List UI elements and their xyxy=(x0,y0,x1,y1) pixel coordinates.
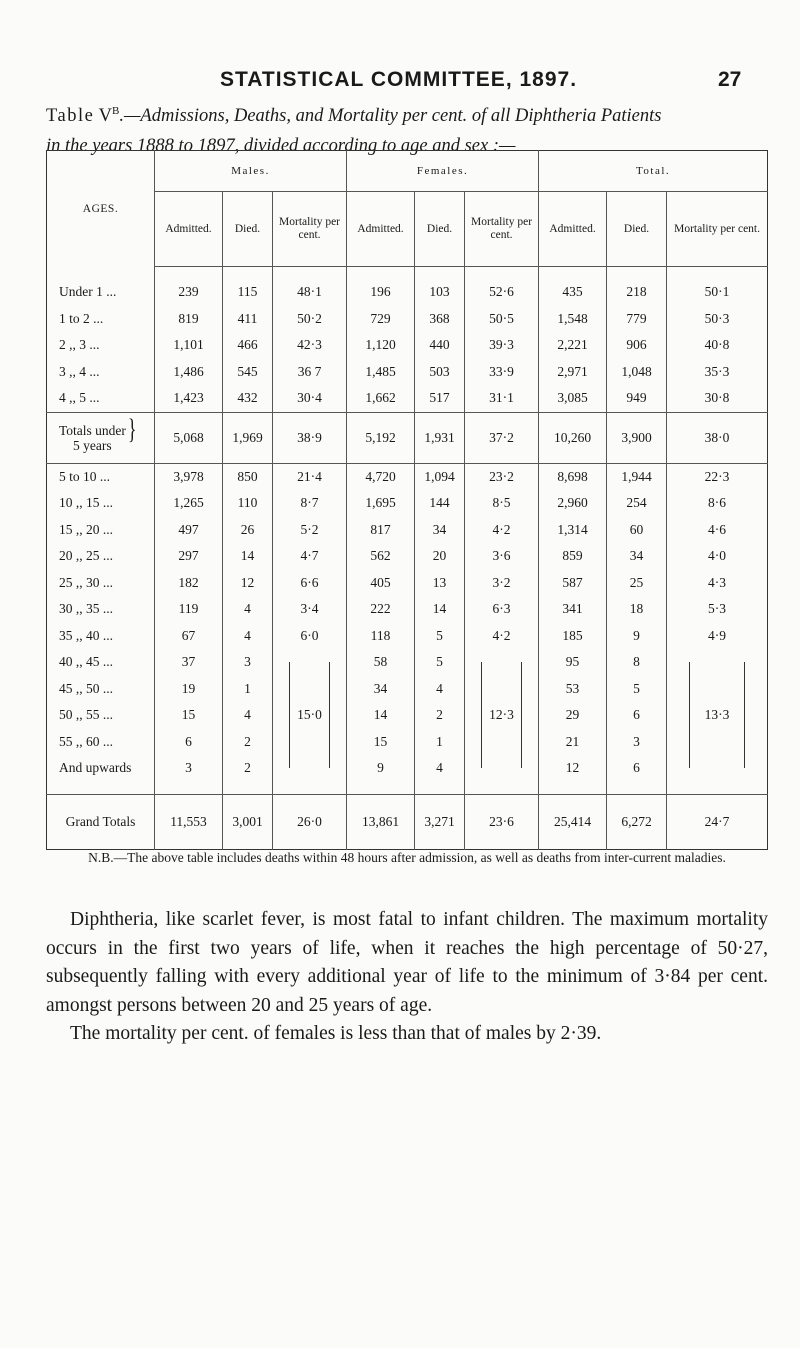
column-header: Died. xyxy=(607,192,667,267)
table-cell: 34 xyxy=(347,676,415,703)
table-cell: 3 xyxy=(607,729,667,756)
table-cell: 817 xyxy=(347,517,415,544)
table-cell: 1,931 xyxy=(415,412,465,463)
table-cell: 50·5 xyxy=(465,306,539,333)
table-cell: 4·6 xyxy=(667,517,768,544)
table-cell: 10,260 xyxy=(539,412,607,463)
table-cell: 1,662 xyxy=(347,385,415,412)
table-cell: 18 xyxy=(607,596,667,623)
table-cell: 517 xyxy=(415,385,465,412)
table-cell: 3,271 xyxy=(415,794,465,849)
table-cell: 39·3 xyxy=(465,332,539,359)
table-row xyxy=(47,623,768,650)
table-cell: 4 xyxy=(223,623,273,650)
table-cell: 218 xyxy=(607,267,667,306)
table-cell: 8·5 xyxy=(465,490,539,517)
table-cell: 6·3 xyxy=(465,596,539,623)
table-row xyxy=(47,702,768,729)
column-header: Died. xyxy=(415,192,465,267)
total-group-header: Total. xyxy=(539,151,768,192)
age-cell: 40 ,, 45 ... xyxy=(47,649,155,676)
table-cell: 67 xyxy=(155,623,223,650)
table-cell: 8·7 xyxy=(273,490,347,517)
table-row xyxy=(47,463,768,490)
table-cell: 34 xyxy=(415,517,465,544)
table-row xyxy=(47,676,768,703)
table-row xyxy=(47,490,768,517)
ages-header: AGES. xyxy=(47,151,155,267)
table-cell: 14 xyxy=(223,543,273,570)
spacer-cell xyxy=(539,782,607,795)
paragraph-1: Diphtheria, like scarlet fever, is most fatal to infant children. The maximum mortality occurs in the first two years of life, when it reaches the high percentage of 50·27, subsequently falling with every additional year of life to the minimum of 3·84 per cent. amongst persons between 20 and 25 years of age. xyxy=(46,909,768,1016)
table-cell: 1,094 xyxy=(415,463,465,490)
table-cell: 5 xyxy=(607,676,667,703)
table-cell: 2 xyxy=(223,755,273,782)
table-cell: 4 xyxy=(415,676,465,703)
age-cell xyxy=(47,412,155,463)
age-cell: 1 to 2 ... xyxy=(47,306,155,333)
table-cell: 5,068 xyxy=(155,412,223,463)
table-cell: 20 xyxy=(415,543,465,570)
totals-label-2: 5 years xyxy=(73,438,112,453)
age-cell: 30 ,, 35 ... xyxy=(47,596,155,623)
table-cell: 6 xyxy=(155,729,223,756)
commentary xyxy=(46,906,768,1049)
table-cell: 4 xyxy=(223,596,273,623)
table-cell: 2 xyxy=(415,702,465,729)
age-cell: 15 ,, 20 ... xyxy=(47,517,155,544)
table-cell: 115 xyxy=(223,267,273,306)
table-cell: 119 xyxy=(155,596,223,623)
table-cell: 9 xyxy=(347,755,415,782)
table-cell: 949 xyxy=(607,385,667,412)
table-cell: 185 xyxy=(539,623,607,650)
table-cell: 37·2 xyxy=(465,412,539,463)
table-cell: 6 xyxy=(607,755,667,782)
table-cell: 4·3 xyxy=(667,570,768,597)
table-cell: 19 xyxy=(155,676,223,703)
table-cell: 5 xyxy=(415,649,465,676)
age-cell: 55 ,, 60 ... xyxy=(47,729,155,756)
table-cell: 8 xyxy=(607,649,667,676)
table-cell: 6·6 xyxy=(273,570,347,597)
table-cell: 13,861 xyxy=(347,794,415,849)
table-cell: 118 xyxy=(347,623,415,650)
table-cell: 23·6 xyxy=(465,794,539,849)
table-cell: 58 xyxy=(347,649,415,676)
table-cell: 1 xyxy=(415,729,465,756)
column-header: Admitted. xyxy=(155,192,223,267)
totals-row xyxy=(47,412,768,463)
table-cell: 1,120 xyxy=(347,332,415,359)
caption-number: V xyxy=(98,106,112,127)
table-cell: 1,423 xyxy=(155,385,223,412)
spacer-cell xyxy=(273,782,347,795)
page-number: 27 xyxy=(718,68,742,91)
table-cell: 1,048 xyxy=(607,359,667,386)
table-cell: 6·0 xyxy=(273,623,347,650)
table-cell: 35·3 xyxy=(667,359,768,386)
table-cell: 906 xyxy=(607,332,667,359)
table-cell: 5 xyxy=(415,623,465,650)
table-cell: 33·9 xyxy=(465,359,539,386)
table-cell: 729 xyxy=(347,306,415,333)
table-cell: 9 xyxy=(607,623,667,650)
caption-superscript: B xyxy=(112,105,120,117)
table-cell: 411 xyxy=(223,306,273,333)
age-cell: 35 ,, 40 ... xyxy=(47,623,155,650)
age-cell: And upwards xyxy=(47,755,155,782)
table-cell: 1,265 xyxy=(155,490,223,517)
table-cell: 36 7 xyxy=(273,359,347,386)
table-cell: 8·6 xyxy=(667,490,768,517)
table-cell: 110 xyxy=(223,490,273,517)
spacer-cell xyxy=(667,782,768,795)
age-cell: 2 ,, 3 ... xyxy=(47,332,155,359)
table-cell: 466 xyxy=(223,332,273,359)
table-cell: 21·4 xyxy=(273,463,347,490)
table-cell: 3,085 xyxy=(539,385,607,412)
table-cell: 1,548 xyxy=(539,306,607,333)
table-cell: 3,900 xyxy=(607,412,667,463)
table-cell: 4·9 xyxy=(667,623,768,650)
grand-totals-row xyxy=(47,794,768,849)
table-cell: 144 xyxy=(415,490,465,517)
table-cell: 26 xyxy=(223,517,273,544)
table-cell: 42·3 xyxy=(273,332,347,359)
table-cell: 4,720 xyxy=(347,463,415,490)
table-cell: 14 xyxy=(347,702,415,729)
age-cell: Under 1 ... xyxy=(47,267,155,306)
table-cell: 368 xyxy=(415,306,465,333)
age-cell: 5 to 10 ... xyxy=(47,463,155,490)
page-header xyxy=(0,68,800,98)
table-cell: 15 xyxy=(347,729,415,756)
table-cell: 2,960 xyxy=(539,490,607,517)
spacer-cell xyxy=(465,782,539,795)
age-cell: 20 ,, 25 ... xyxy=(47,543,155,570)
table-cell: 562 xyxy=(347,543,415,570)
table-cell: 341 xyxy=(539,596,607,623)
table-row xyxy=(47,755,768,782)
spacer-cell xyxy=(155,782,223,795)
table-cell: 850 xyxy=(223,463,273,490)
table-cell: 25 xyxy=(607,570,667,597)
table-row xyxy=(47,649,768,676)
table-cell: 50·3 xyxy=(667,306,768,333)
table-cell: 1,314 xyxy=(539,517,607,544)
table-cell: 12 xyxy=(539,755,607,782)
table-cell: 222 xyxy=(347,596,415,623)
table-cell: 196 xyxy=(347,267,415,306)
table-row xyxy=(47,570,768,597)
table-cell: 440 xyxy=(415,332,465,359)
table-cell: 37 xyxy=(155,649,223,676)
spacer-cell xyxy=(223,782,273,795)
table-cell: 859 xyxy=(539,543,607,570)
table-cell: 1,969 xyxy=(223,412,273,463)
table-cell: 435 xyxy=(539,267,607,306)
table-cell: 21 xyxy=(539,729,607,756)
table-cell: 95 xyxy=(539,649,607,676)
table-row xyxy=(47,385,768,412)
table-cell: 24·7 xyxy=(667,794,768,849)
table-row xyxy=(47,596,768,623)
table-cell: 545 xyxy=(223,359,273,386)
column-header: Mortality per cent. xyxy=(465,192,539,267)
table-cell: 5·2 xyxy=(273,517,347,544)
males-group-header: Males. xyxy=(155,151,347,192)
footnote: N.B.—The above table includes deaths within 48 hours after admission, as well as deaths from inter-current maladies. xyxy=(88,850,726,865)
table-cell: 5,192 xyxy=(347,412,415,463)
table-cell: 587 xyxy=(539,570,607,597)
table-cell: 40·8 xyxy=(667,332,768,359)
subheader-row xyxy=(47,192,768,267)
table-cell: 30·4 xyxy=(273,385,347,412)
table-cell: 4 xyxy=(223,702,273,729)
table-cell: 1,485 xyxy=(347,359,415,386)
column-header: Mortality per cent. xyxy=(667,192,768,267)
caption-label: Table xyxy=(46,106,95,127)
column-header: Admitted. xyxy=(539,192,607,267)
table-cell: 2 xyxy=(223,729,273,756)
table-cell: 779 xyxy=(607,306,667,333)
table-cell: 14 xyxy=(415,596,465,623)
bracketed-mortality: 15·0 xyxy=(273,649,347,782)
table-cell: 29 xyxy=(539,702,607,729)
brace-glyph: } xyxy=(127,412,137,445)
age-cell: 10 ,, 15 ... xyxy=(47,490,155,517)
table-cell: 239 xyxy=(155,267,223,306)
table-cell: 3·4 xyxy=(273,596,347,623)
running-title: STATISTICAL COMMITTEE, 1897. xyxy=(220,68,578,91)
age-cell: Grand Totals xyxy=(47,794,155,849)
table-cell: 405 xyxy=(347,570,415,597)
table-cell: 26·0 xyxy=(273,794,347,849)
table-cell: 819 xyxy=(155,306,223,333)
table-cell: 34 xyxy=(607,543,667,570)
table-cell: 3 xyxy=(155,755,223,782)
table-cell: 3·6 xyxy=(465,543,539,570)
table-cell: 11,553 xyxy=(155,794,223,849)
spacer-cell xyxy=(347,782,415,795)
spacer-row xyxy=(47,782,768,795)
table-cell: 60 xyxy=(607,517,667,544)
table-cell: 13 xyxy=(415,570,465,597)
spacer-cell xyxy=(415,782,465,795)
table-cell: 4 xyxy=(415,755,465,782)
table-cell: 297 xyxy=(155,543,223,570)
table-cell: 52·6 xyxy=(465,267,539,306)
table-cell: 103 xyxy=(415,267,465,306)
table-row xyxy=(47,543,768,570)
table-cell: 5·3 xyxy=(667,596,768,623)
table-cell: 3 xyxy=(223,649,273,676)
caption-line-1: .—Admissions, Deaths, and Mortality per cent. of all Diphtheria Patients xyxy=(119,106,662,127)
table-cell: 6 xyxy=(607,702,667,729)
table-cell: 1 xyxy=(223,676,273,703)
table-cell: 12 xyxy=(223,570,273,597)
bracketed-mortality: 12·3 xyxy=(465,649,539,782)
table-cell: 497 xyxy=(155,517,223,544)
column-header: Died. xyxy=(223,192,273,267)
table-cell: 50·2 xyxy=(273,306,347,333)
column-header: Admitted. xyxy=(347,192,415,267)
table-row xyxy=(47,359,768,386)
table-cell: 8,698 xyxy=(539,463,607,490)
table-row xyxy=(47,729,768,756)
table-cell: 15 xyxy=(155,702,223,729)
table-cell: 254 xyxy=(607,490,667,517)
table-cell: 38·0 xyxy=(667,412,768,463)
bracketed-mortality: 13·3 xyxy=(667,649,768,782)
table-cell: 25,414 xyxy=(539,794,607,849)
caption-line-2: in the years 1888 to 1897, divided according to age and sex :— xyxy=(46,136,516,157)
table-row xyxy=(47,332,768,359)
table-cell: 1,101 xyxy=(155,332,223,359)
table-cell: 6,272 xyxy=(607,794,667,849)
table-cell: 1,944 xyxy=(607,463,667,490)
age-cell: 25 ,, 30 ... xyxy=(47,570,155,597)
spacer-cell xyxy=(607,782,667,795)
age-cell: 3 ,, 4 ... xyxy=(47,359,155,386)
table-cell: 4·0 xyxy=(667,543,768,570)
table-cell: 3,978 xyxy=(155,463,223,490)
table-cell: 432 xyxy=(223,385,273,412)
diphtheria-table xyxy=(46,150,768,850)
table-cell: 503 xyxy=(415,359,465,386)
table-cell: 48·1 xyxy=(273,267,347,306)
females-group-header: Females. xyxy=(347,151,539,192)
paragraph-2: The mortality per cent. of females is less than that of males by 2·39. xyxy=(70,1023,602,1044)
table-cell: 31·1 xyxy=(465,385,539,412)
table-cell: 4·2 xyxy=(465,517,539,544)
table-cell: 182 xyxy=(155,570,223,597)
table-cell: 1,695 xyxy=(347,490,415,517)
table-cell: 1,486 xyxy=(155,359,223,386)
table-cell: 30·8 xyxy=(667,385,768,412)
table-cell: 4·2 xyxy=(465,623,539,650)
age-cell: 50 ,, 55 ... xyxy=(47,702,155,729)
table-cell: 50·1 xyxy=(667,267,768,306)
table-body xyxy=(47,267,768,850)
table-row xyxy=(47,517,768,544)
table-row xyxy=(47,306,768,333)
column-header: Mortality per cent. xyxy=(273,192,347,267)
table-cell: 3·2 xyxy=(465,570,539,597)
table-cell: 23·2 xyxy=(465,463,539,490)
spacer-cell xyxy=(47,782,155,795)
table-cell: 2,971 xyxy=(539,359,607,386)
table-cell: 22·3 xyxy=(667,463,768,490)
age-cell: 4 ,, 5 ... xyxy=(47,385,155,412)
age-cell: 45 ,, 50 ... xyxy=(47,676,155,703)
table-cell: 2,221 xyxy=(539,332,607,359)
table-cell: 38·9 xyxy=(273,412,347,463)
table-row xyxy=(47,267,768,306)
table-cell: 3,001 xyxy=(223,794,273,849)
table-cell: 53 xyxy=(539,676,607,703)
totals-label-1: Totals under xyxy=(59,423,126,438)
table-cell: 4·7 xyxy=(273,543,347,570)
